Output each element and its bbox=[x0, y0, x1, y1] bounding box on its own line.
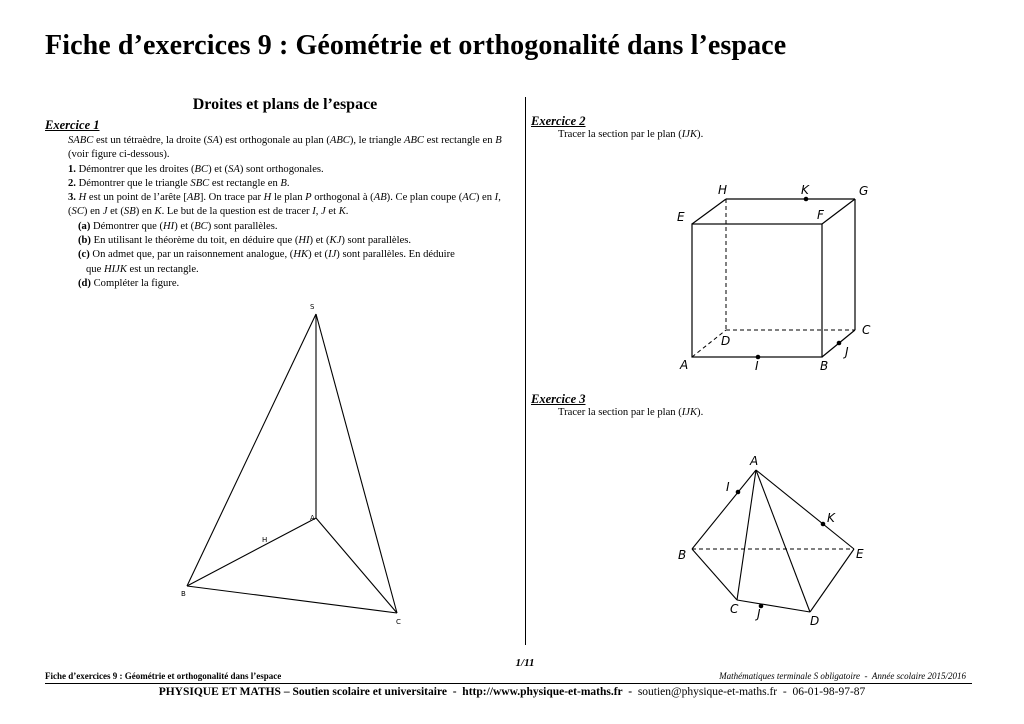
page-number: 1/11 bbox=[515, 657, 535, 669]
edge-SB bbox=[187, 314, 316, 586]
edge-EH bbox=[692, 199, 726, 224]
label-J: J bbox=[757, 607, 761, 621]
pyramid-figure bbox=[670, 450, 880, 635]
section-title: Droites et plans de l’espace bbox=[192, 96, 378, 113]
exercise1-question1: 1. Démontrer que les droites (BC) et (SA) sont orthogonales. bbox=[68, 163, 324, 175]
tetrahedron-figure bbox=[140, 290, 470, 640]
footer-contact-line: PHYSIQUE ET MATHS – Soutien scolaire et universitaire - http://www.physique-et-maths.fr - soutien@physique-et-maths.fr - 06-01-98-97-87 bbox=[158, 686, 866, 698]
label-A: A bbox=[750, 454, 759, 468]
exercise1-question3c-cont: que HIJK est un rectangle. bbox=[86, 263, 199, 275]
edge-CD bbox=[737, 600, 810, 612]
edge-BC bbox=[187, 586, 397, 613]
exercise2-heading: Exercice 2 bbox=[531, 114, 586, 128]
point-J bbox=[837, 341, 842, 346]
exercise1-heading: Exercice 1 bbox=[45, 118, 100, 132]
label-B: B bbox=[181, 590, 186, 598]
footer-rule bbox=[45, 683, 972, 684]
point-K bbox=[821, 522, 826, 527]
exercise1-question3a: (a) Démontrer que (HI) et (BC) sont parallèles. bbox=[78, 220, 278, 232]
exercise3-heading: Exercice 3 bbox=[531, 392, 586, 406]
exercise1-intro: SABC est un tétraèdre, la droite (SA) est orthogonale au plan (ABC), le triangle ABC est rectangle en B (voir figure ci-dessous). bbox=[68, 135, 502, 161]
footer-phone: 06-01-98-97-87 bbox=[792, 686, 866, 698]
edge-AC bbox=[316, 518, 397, 613]
label-E: E bbox=[856, 547, 864, 561]
label-F: F bbox=[817, 208, 824, 222]
label-E: E bbox=[677, 210, 685, 224]
label-D: D bbox=[810, 614, 820, 628]
edge-SC bbox=[316, 314, 397, 613]
edge-BA bbox=[187, 518, 316, 586]
label-D: D bbox=[721, 334, 731, 348]
exercise1-question3: 3. H est un point de l’arête [AB]. On trace par H le plan P orthogonal à (AB). Ce plan coupe (AC) en I, (SC) en J et (SB) en K. Le but de la question est de tracer I, J et K. bbox=[68, 192, 501, 218]
label-C: C bbox=[730, 602, 739, 616]
point-K bbox=[804, 197, 809, 202]
exercise1-question2: 2. Démontrer que le triangle SBC est rectangle en B. bbox=[68, 177, 290, 189]
exercise1-body bbox=[68, 134, 510, 291]
label-G: G bbox=[859, 184, 869, 198]
cube-front-face bbox=[692, 224, 822, 357]
label-I: I bbox=[755, 359, 759, 373]
label-I: I bbox=[726, 480, 730, 494]
footer-email-link[interactable]: soutien@physique-et-maths.fr bbox=[637, 686, 778, 698]
label-S: S bbox=[310, 303, 315, 311]
exercise1-question3b: (b) En utilisant le théorème du toit, en déduire que (HI) et (KJ) sont parallèles. bbox=[78, 235, 412, 247]
footer-website-link[interactable]: http://www.physique-et-maths.fr bbox=[462, 686, 623, 698]
label-A: A bbox=[680, 358, 689, 372]
cube-figure bbox=[670, 175, 890, 380]
label-H: H bbox=[262, 536, 268, 544]
column-divider bbox=[525, 97, 526, 645]
exercise2-text: Tracer la section par le plan (IJK). bbox=[558, 129, 704, 140]
point-I bbox=[736, 490, 741, 495]
footer-course-info: Mathématiques terminale S obligatoire - Année scolaire 2015/2016 bbox=[719, 671, 966, 681]
label-C: C bbox=[396, 618, 401, 626]
label-B: B bbox=[820, 359, 829, 373]
label-K: K bbox=[827, 511, 835, 525]
exercise1-question3d: (d) Compléter la figure. bbox=[78, 277, 180, 289]
label-J: J bbox=[845, 345, 849, 359]
label-B: B bbox=[678, 548, 687, 562]
footer-document-title: Fiche d’exercices 9 : Géométrie et orthogonalité dans l’espace bbox=[45, 671, 282, 681]
edge-DE bbox=[810, 549, 854, 612]
label-C: C bbox=[862, 323, 871, 337]
footer-organization: PHYSIQUE ET MATHS – Soutien scolaire et universitaire bbox=[158, 686, 447, 698]
page-title: Fiche d’exercices 9 : Géométrie et orthogonalité dans l’espace bbox=[45, 30, 787, 61]
label-H: H bbox=[718, 183, 728, 197]
edge-FG bbox=[822, 199, 855, 224]
exercise3-text: Tracer la section par le plan (IJK). bbox=[558, 407, 704, 418]
label-K: K bbox=[801, 183, 809, 197]
exercise1-question3c: (c) On admet que, par un raisonnement analogue, (HK) et (IJ) sont parallèles. En déduire bbox=[78, 249, 455, 261]
edge-BC bbox=[692, 549, 737, 600]
label-A: A bbox=[310, 514, 315, 522]
